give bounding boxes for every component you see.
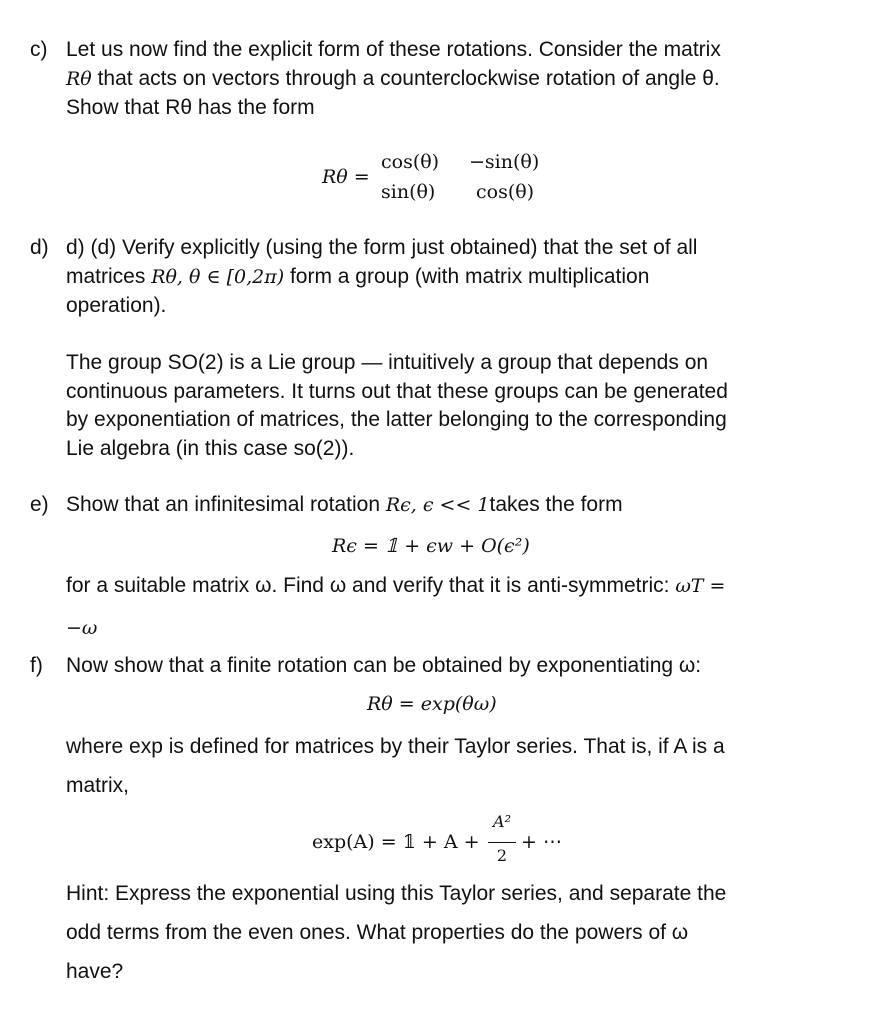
infinitesimal-equation: Rϵ = 𝟙 + ϵw + O(ϵ²) — [332, 535, 530, 557]
hint-line-2: odd terms from the even ones. What properties do the powers of ω — [66, 921, 689, 944]
d-line-3: operation). — [66, 294, 167, 317]
taylor-series-lhs: exp(A) = 𝟙 + A + — [312, 831, 480, 853]
e-line-3-math: −ω — [66, 617, 98, 639]
c-line-2-rest: that acts on vectors through a counterclockwise rotation of angle θ. — [91, 67, 720, 90]
matrix-entry-12: −sin(θ) — [469, 151, 540, 173]
e-line-2-math: ωT = — [675, 575, 726, 597]
taylor-series-rhs: + ⋯ — [521, 831, 562, 853]
rotation-matrix-lhs: Rθ = — [322, 166, 370, 188]
d-line-2-post: form a group (with matrix multiplication — [284, 265, 650, 288]
e-line-1 — [66, 490, 623, 520]
item-marker-e: e) — [30, 493, 49, 516]
f-line-1: Now show that a finite rotation can be obtained by exponentiating ω: — [66, 654, 702, 677]
matrix-entry-22: cos(θ) — [476, 181, 535, 203]
c-r-theta: Rθ — [66, 68, 92, 90]
c-line-3: Show that Rθ has the form — [66, 96, 315, 119]
lie-group-para-line-1: The group SO(2) is a Lie group — intuitively a group that depends on — [66, 351, 709, 374]
e-line-2-text: for a suitable matrix ω. Find ω and verify that it is anti-symmetric: — [66, 574, 676, 597]
d-line-1: d) (d) Verify explicitly (using the form just obtained) that the set of all — [66, 236, 698, 259]
matrix-entry-21: sin(θ) — [381, 181, 436, 203]
taylor-series-denominator: 2 — [496, 846, 508, 865]
d-line-2 — [66, 262, 649, 292]
d-line-2-pre: matrices — [66, 265, 152, 288]
e-line-2 — [66, 571, 725, 601]
item-marker-d: d) — [30, 236, 49, 259]
item-marker-c: c) — [30, 38, 48, 61]
c-line-1: Let us now find the explicit form of these rotations. Consider the matrix — [66, 38, 721, 61]
f-line-2: where exp is defined for matrices by their Taylor series. That is, if A is a — [66, 735, 725, 758]
item-marker-f: f) — [30, 654, 43, 677]
f-line-3: matrix, — [66, 774, 129, 797]
lie-group-para-line-4: Lie algebra (in this case so(2)). — [66, 437, 355, 460]
d-line-2-math: Rθ, θ ∈ [0,2π) — [151, 266, 285, 288]
lie-group-para-line-2: continuous parameters. It turns out that these groups can be generated — [66, 380, 728, 403]
hint-line-1: Hint: Express the exponential using this Taylor series, and separate the — [66, 882, 727, 905]
fraction-bar — [488, 842, 516, 843]
e-line-1-pre: Show that an infinitesimal rotation — [66, 493, 386, 516]
matrix-entry-11: cos(θ) — [381, 151, 440, 173]
c-line-2 — [66, 64, 720, 94]
e-line-1-math: Rϵ, ϵ << 1 — [385, 494, 490, 516]
lie-group-para-line-3: by exponentiation of matrices, the latter belonging to the corresponding — [66, 408, 727, 431]
e-line-1-post: takes the form — [489, 493, 623, 516]
hint-line-3: have? — [66, 960, 124, 983]
finite-rotation-equation: Rθ = exp(θω) — [367, 693, 497, 715]
taylor-series-numerator: A² — [493, 812, 511, 831]
